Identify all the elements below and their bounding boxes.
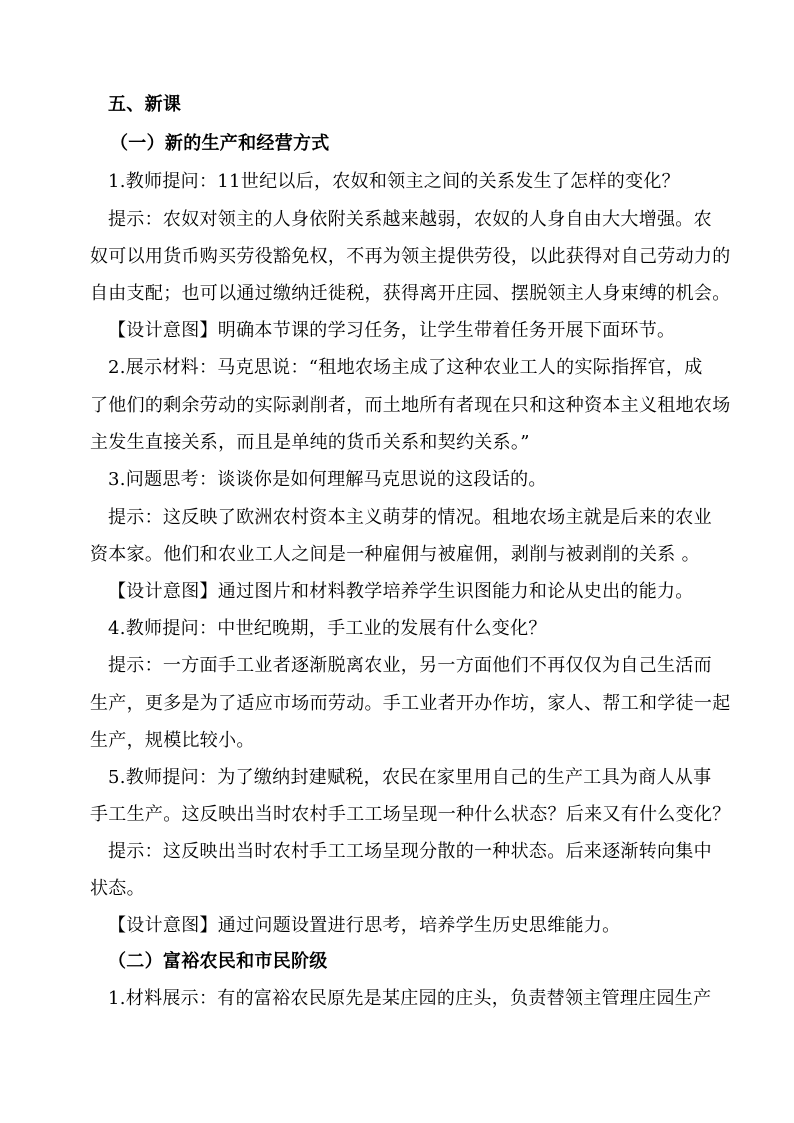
design-intent-line: 【设计意图】通过问题设置进行思考，培养学生历史思维能力。 [108, 915, 621, 936]
paragraph-line: 提示：这反映出当时农村手工工场呈现分散的一种状态。后来逐渐转向集中 [108, 841, 712, 862]
paragraph-line: 提示：这反映了欧洲农村资本主义萌芽的情况。租地农场主就是后来的农业 [108, 507, 712, 528]
paragraph-line: 主发生直接关系，而且是单纯的货币关系和契约关系。” [90, 432, 530, 453]
design-intent-line: 【设计意图】通过图片和材料教学培养学生识图能力和论从史出的能力。 [108, 581, 694, 602]
paragraph-line: 生产，规模比较小。 [90, 730, 255, 751]
paragraph-line: 2.展示材料：马克思说：“租地农场主成了这种农业工人的实际指挥官，成 [108, 357, 703, 378]
paragraph-line: 1.教师提问：11世纪以后，农奴和领主之间的关系发生了怎样的变化？ [108, 171, 680, 192]
paragraph-line: 自由支配；也可以通过缴纳迁徙税，获得离开庄园、摆脱领主人身束缚的机会。 [90, 283, 731, 304]
paragraph-line: 奴可以用货币购买劳役豁免权，不再为领主提供劳役，以此获得对自己劳动力的 [90, 246, 731, 267]
section-title: 五、新课 [108, 94, 182, 115]
paragraph-line: 状态。 [90, 878, 145, 899]
paragraph-line: 5.教师提问：为了缴纳封建赋税，农民在家里用自己的生产工具为商人从事 [108, 767, 712, 788]
paragraph-line: 1.材料展示：有的富裕农民原先是某庄园的庄头，负责替领主管理庄园生产 [108, 988, 712, 1009]
paragraph-line: 提示：一方面手工业者逐渐脱离农业，另一方面他们不再仅仅为自己生活而 [108, 655, 712, 676]
subsection-title-2: （二）富裕农民和市民阶级 [108, 951, 328, 972]
paragraph-line: 了他们的剩余劳动的实际剥削者，而土地所有者现在只和这种资本主义租地农场 [90, 395, 731, 416]
paragraph-line: 生产，更多是为了适应市场而劳动。手工业者开办作坊，家人、帮工和学徒一起 [90, 693, 731, 714]
subsection-title-1: （一）新的生产和经营方式 [110, 133, 330, 154]
paragraph-line: 资本家。他们和农业工人之间是一种雇佣与被雇佣，剥削与被剥削的关系 。 [90, 544, 700, 565]
paragraph-line: 提示：农奴对领主的人身依附关系越来越弱，农奴的人身自由大大增强。农 [108, 209, 712, 230]
paragraph-line: 3.问题思考：谈谈你是如何理解马克思说的这段话的。 [108, 469, 547, 490]
paragraph-line: 4.教师提问：中世纪晚期，手工业的发展有什么变化？ [108, 618, 547, 639]
paragraph-line: 手工生产。这反映出当时农村手工工场呈现一种什么状态？后来又有什么变化？ [90, 804, 731, 825]
design-intent-line: 【设计意图】明确本节课的学习任务，让学生带着任务开展下面环节。 [108, 320, 676, 341]
